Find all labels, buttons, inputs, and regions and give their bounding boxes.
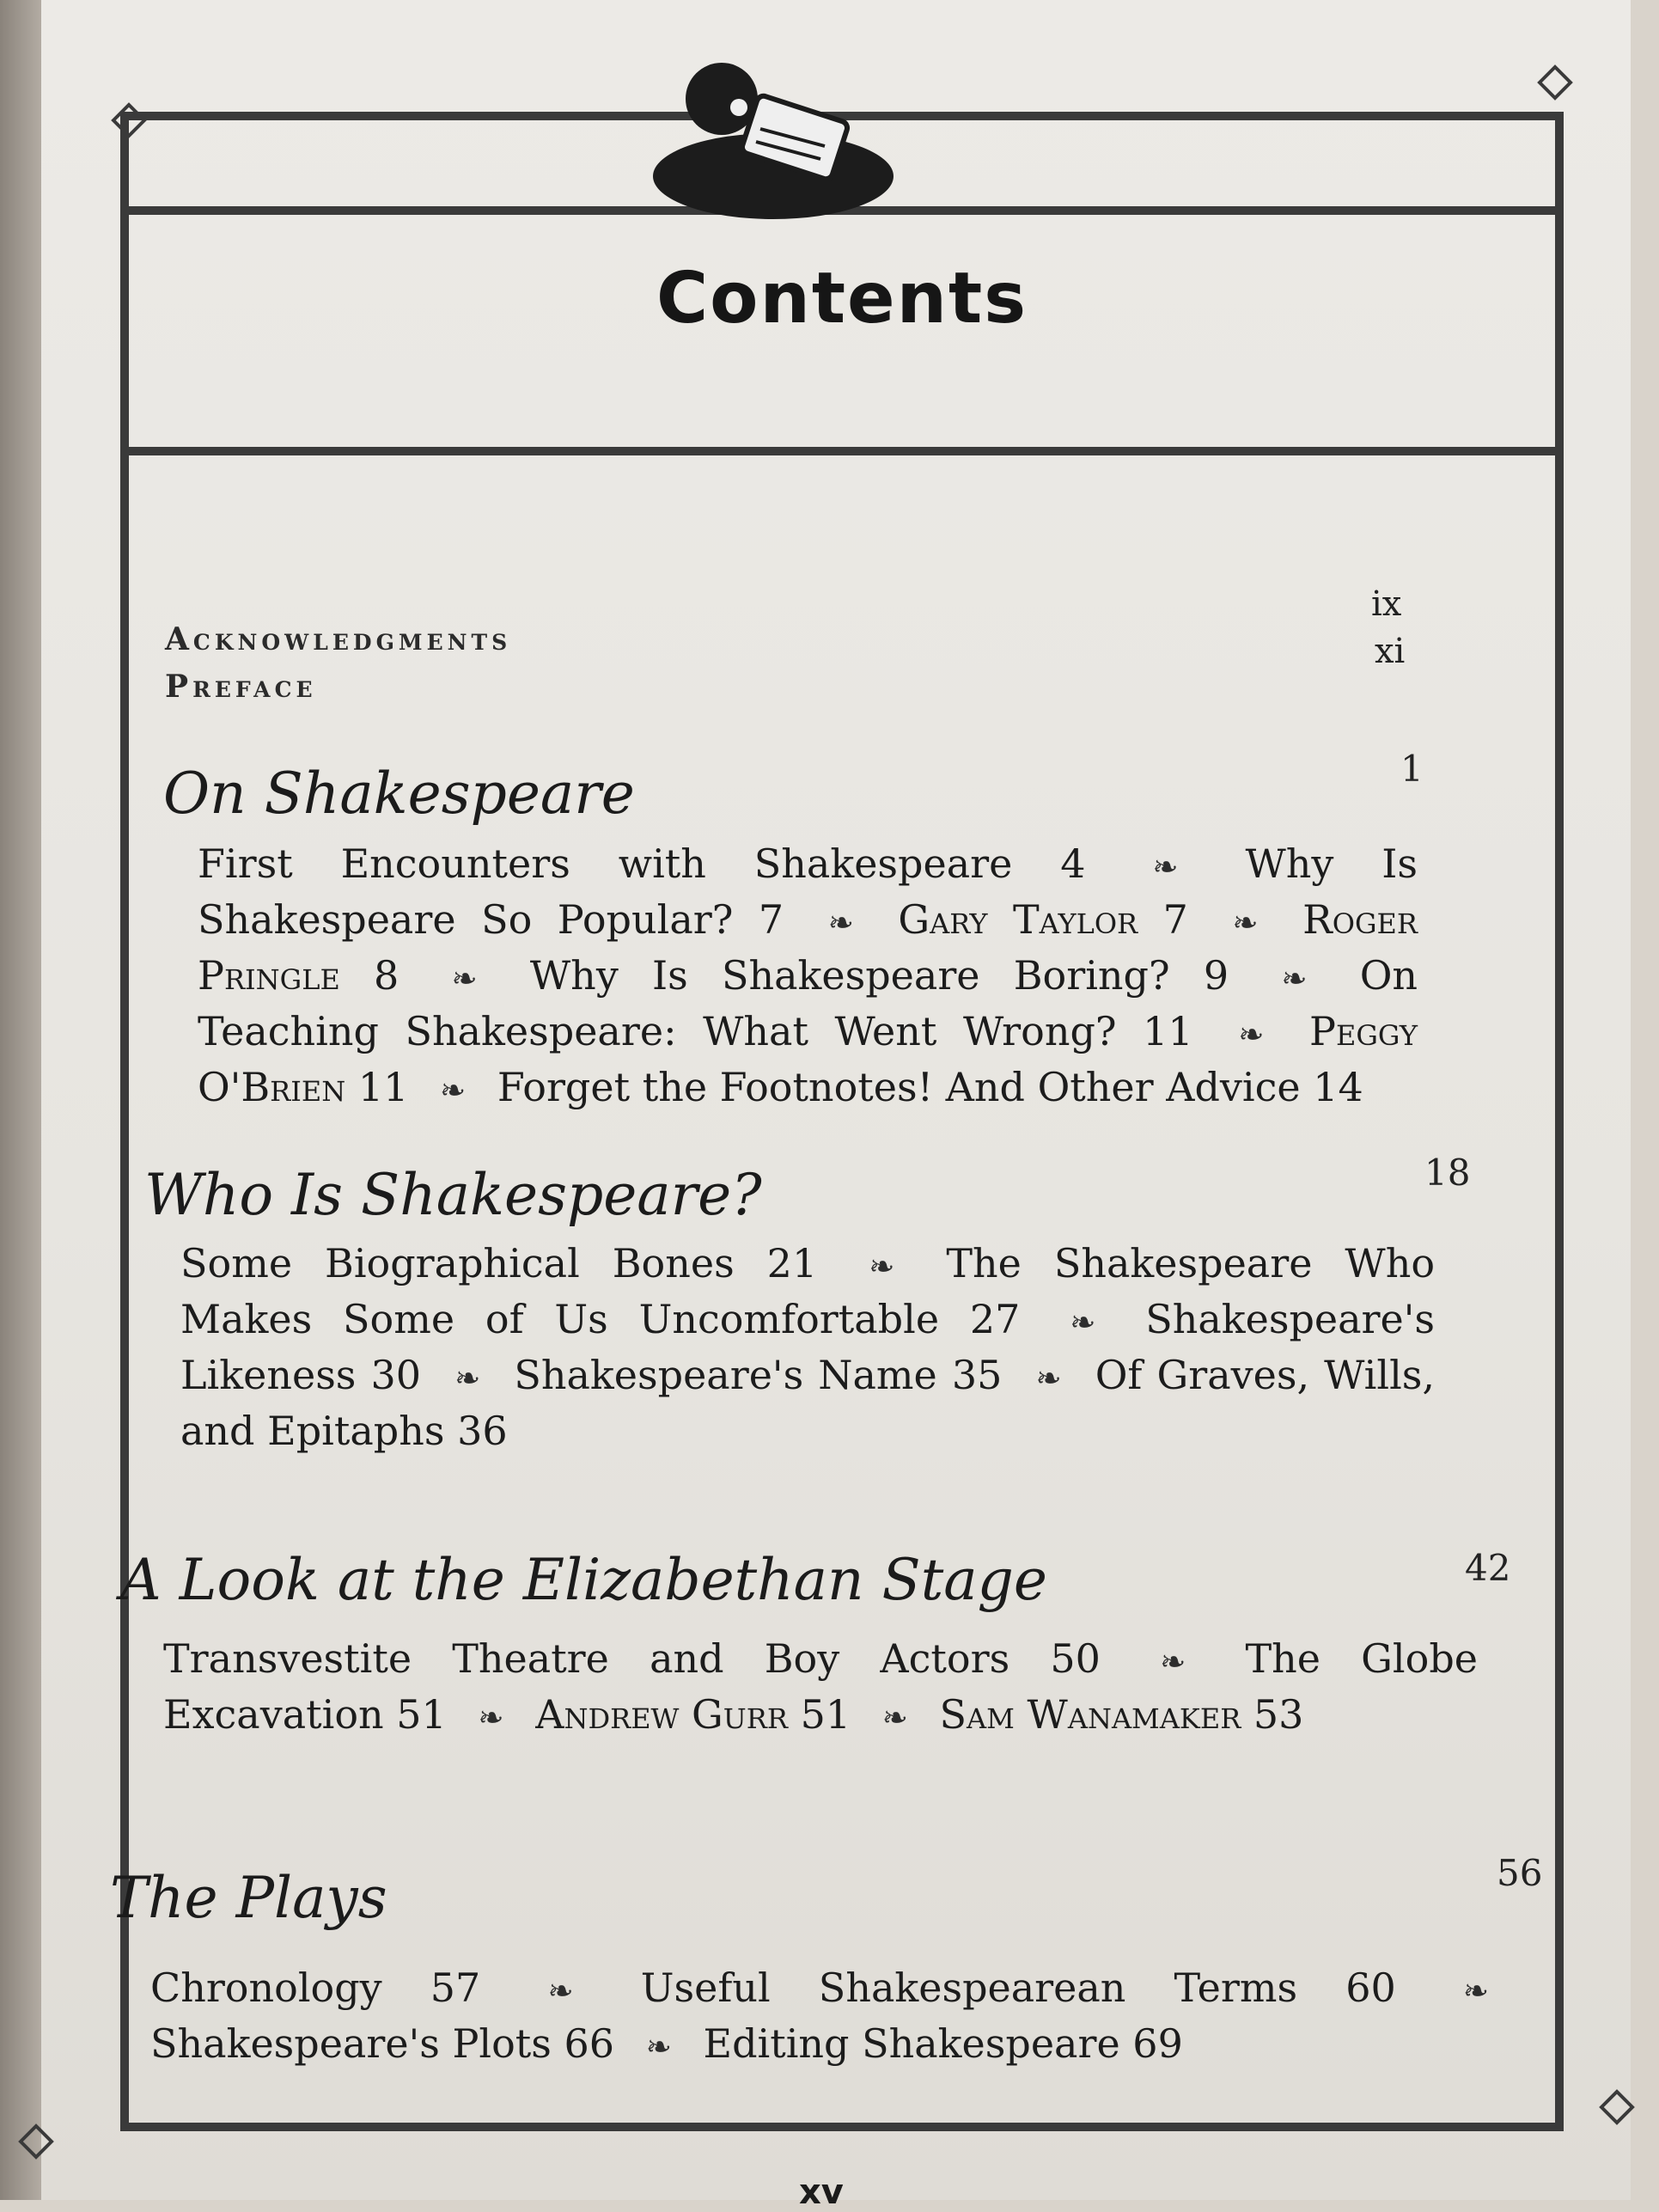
acknowledgments-page: ix [1371,584,1402,624]
section-page: 18 [1424,1152,1471,1194]
toc-entry: Roger Pringle 8 [198,896,1418,999]
fleuron-separator-icon: ❧ [1281,962,1308,997]
preface-page: xi [1375,632,1406,671]
toc-entry: Sam Wanamaker 53 [939,1691,1304,1738]
toc-entry: Editing Shakespeare 69 [703,2020,1183,2067]
section-page: 42 [1465,1547,1511,1589]
section-entries [163,1633,1478,1745]
page-title: Contents [656,258,1028,339]
toc-entry: Useful Shakespearean Terms 60 [640,1965,1396,2011]
fleuron-separator-icon: ❧ [478,1701,504,1736]
corner-ornament-icon [1598,2088,1636,2126]
fleuron-separator-icon: ❧ [547,1974,574,2009]
section-title: The Plays [110,1865,387,1931]
toc-entry: Of Graves, Wills, and Epitaphs 36 [180,1352,1436,1454]
toc-entry: Some Biographical Bones 21 [180,1240,818,1286]
toc-entry: Why Is Shakespeare Boring? 9 [529,952,1229,999]
fleuron-separator-icon: ❧ [881,1701,908,1736]
section-entries [180,1237,1435,1457]
reader-logo-icon [619,47,928,219]
fleuron-separator-icon: ❧ [1035,1361,1062,1396]
fleuron-separator-icon: ❧ [454,1361,481,1396]
fleuron-separator-icon: ❧ [1232,906,1259,941]
fleuron-separator-icon: ❧ [1462,1974,1490,2009]
fleuron-separator-icon: ❧ [1238,1017,1265,1053]
fleuron-separator-icon: ❧ [827,906,854,941]
section-page: 56 [1497,1852,1543,1894]
fleuron-separator-icon: ❧ [869,1250,895,1285]
page-number: xv [799,2172,844,2212]
fleuron-separator-icon: ❧ [645,2030,672,2065]
toc-entry: Chronology 57 [150,1965,481,2011]
toc-entry: Why Is Shakespeare So Popular? 7 [198,840,1418,943]
corner-ornament-icon [1536,64,1574,101]
fleuron-separator-icon: ❧ [440,1073,467,1109]
toc-entry: Shakespeare's Plots 66 [150,2020,615,2067]
fleuron-separator-icon: ❧ [451,962,478,997]
section-entries [198,838,1418,1117]
toc-entry: Shakespeare's Likeness 30 [180,1296,1436,1398]
toc-entry: Andrew Gurr 51 [535,1691,851,1738]
toc-entry: Transvestite Theatre and Boy Actors 50 [163,1635,1101,1682]
acknowledgments-label: Acknowledgments [165,621,512,657]
preface-label: Preface [165,669,317,705]
section-title: Who Is Shakespeare? [144,1162,762,1228]
section-title: A Look at the Elizabethan Stage [120,1547,1047,1613]
toc-entry: Shakespeare's Name 35 [514,1352,1003,1398]
corner-ornament-icon [17,2123,55,2160]
toc-entry: First Encounters with Shakespeare 4 [198,840,1086,887]
toc-entry: Gary Taylor 7 [898,896,1188,943]
toc-entry: Forget the Footnotes! And Other Advice 14 [497,1064,1363,1110]
fleuron-separator-icon: ❧ [1160,1645,1186,1680]
section-page: 1 [1400,748,1424,790]
toc-entry: The Globe Excavation 51 [163,1635,1478,1738]
corner-ornament-icon [110,101,148,139]
toc-entry: On Teaching Shakespeare: What Went Wrong? 11 [198,952,1418,1054]
toc-entry: The Shakespeare Who Makes Some of Us Uncomfortable 27 [180,1240,1436,1342]
fleuron-separator-icon: ❧ [1152,850,1179,885]
fleuron-separator-icon: ❧ [1070,1305,1096,1341]
toc-entry: Peggy O'Brien 11 [198,1008,1418,1110]
section-title: On Shakespeare [163,761,635,827]
section-entries [150,1962,1508,2074]
